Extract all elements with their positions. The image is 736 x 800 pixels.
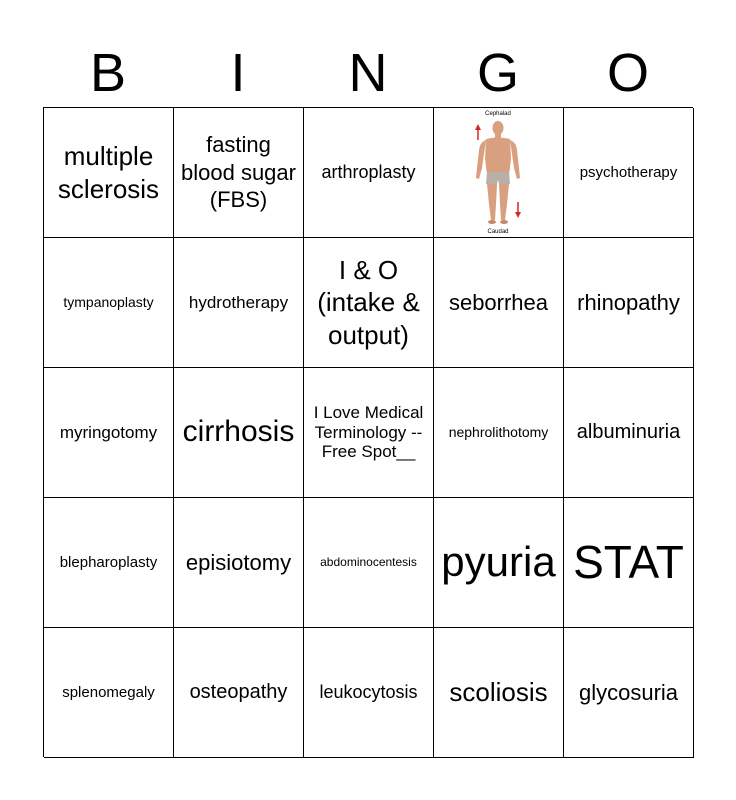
bingo-cell: abdominocentesis <box>304 498 434 628</box>
free-spot-cell: I Love Medical Terminology --Free Spot__ <box>304 368 434 498</box>
bingo-cell: osteopathy <box>174 628 304 758</box>
bingo-cell: psychotherapy <box>564 108 694 238</box>
bingo-cell: scoliosis <box>434 628 564 758</box>
bingo-cell: rhinopathy <box>564 238 694 368</box>
bingo-cell: seborrhea <box>434 238 564 368</box>
anatomical-body-figure-icon <box>434 108 563 237</box>
header-letter-i: I <box>230 43 246 103</box>
bingo-cell: STAT <box>564 498 694 628</box>
bingo-cell: tympanoplasty <box>44 238 174 368</box>
bingo-cell: nephrolithotomy <box>434 368 564 498</box>
bingo-cell: episiotomy <box>174 498 304 628</box>
bingo-cell: pyuria <box>434 498 564 628</box>
bingo-cell: albuminuria <box>564 368 694 498</box>
header-letter-o: O <box>606 43 649 103</box>
header-letter-b: B <box>89 43 127 103</box>
caption-caudad: Caudad <box>487 229 509 235</box>
bingo-cell: multiple sclerosis <box>44 108 174 238</box>
bingo-cell: I & O (intake & output) <box>304 238 434 368</box>
header-letter-n: N <box>348 43 388 103</box>
bingo-header <box>43 38 693 108</box>
caption-cephalad: Cephalad <box>485 111 511 117</box>
bingo-cell: hydrotherapy <box>174 238 304 368</box>
bingo-cell: blepharoplasty <box>44 498 174 628</box>
bingo-cell: fasting blood sugar (FBS) <box>174 108 304 238</box>
bingo-cell-image <box>434 108 564 238</box>
bingo-cell: cirrhosis <box>174 368 304 498</box>
bingo-cell: splenomegaly <box>44 628 174 758</box>
header-letter-g: G <box>476 43 519 103</box>
bingo-cell: arthroplasty <box>304 108 434 238</box>
bingo-grid <box>43 107 693 757</box>
bingo-cell: glycosuria <box>564 628 694 758</box>
bingo-cell: myringotomy <box>44 368 174 498</box>
bingo-cell: leukocytosis <box>304 628 434 758</box>
